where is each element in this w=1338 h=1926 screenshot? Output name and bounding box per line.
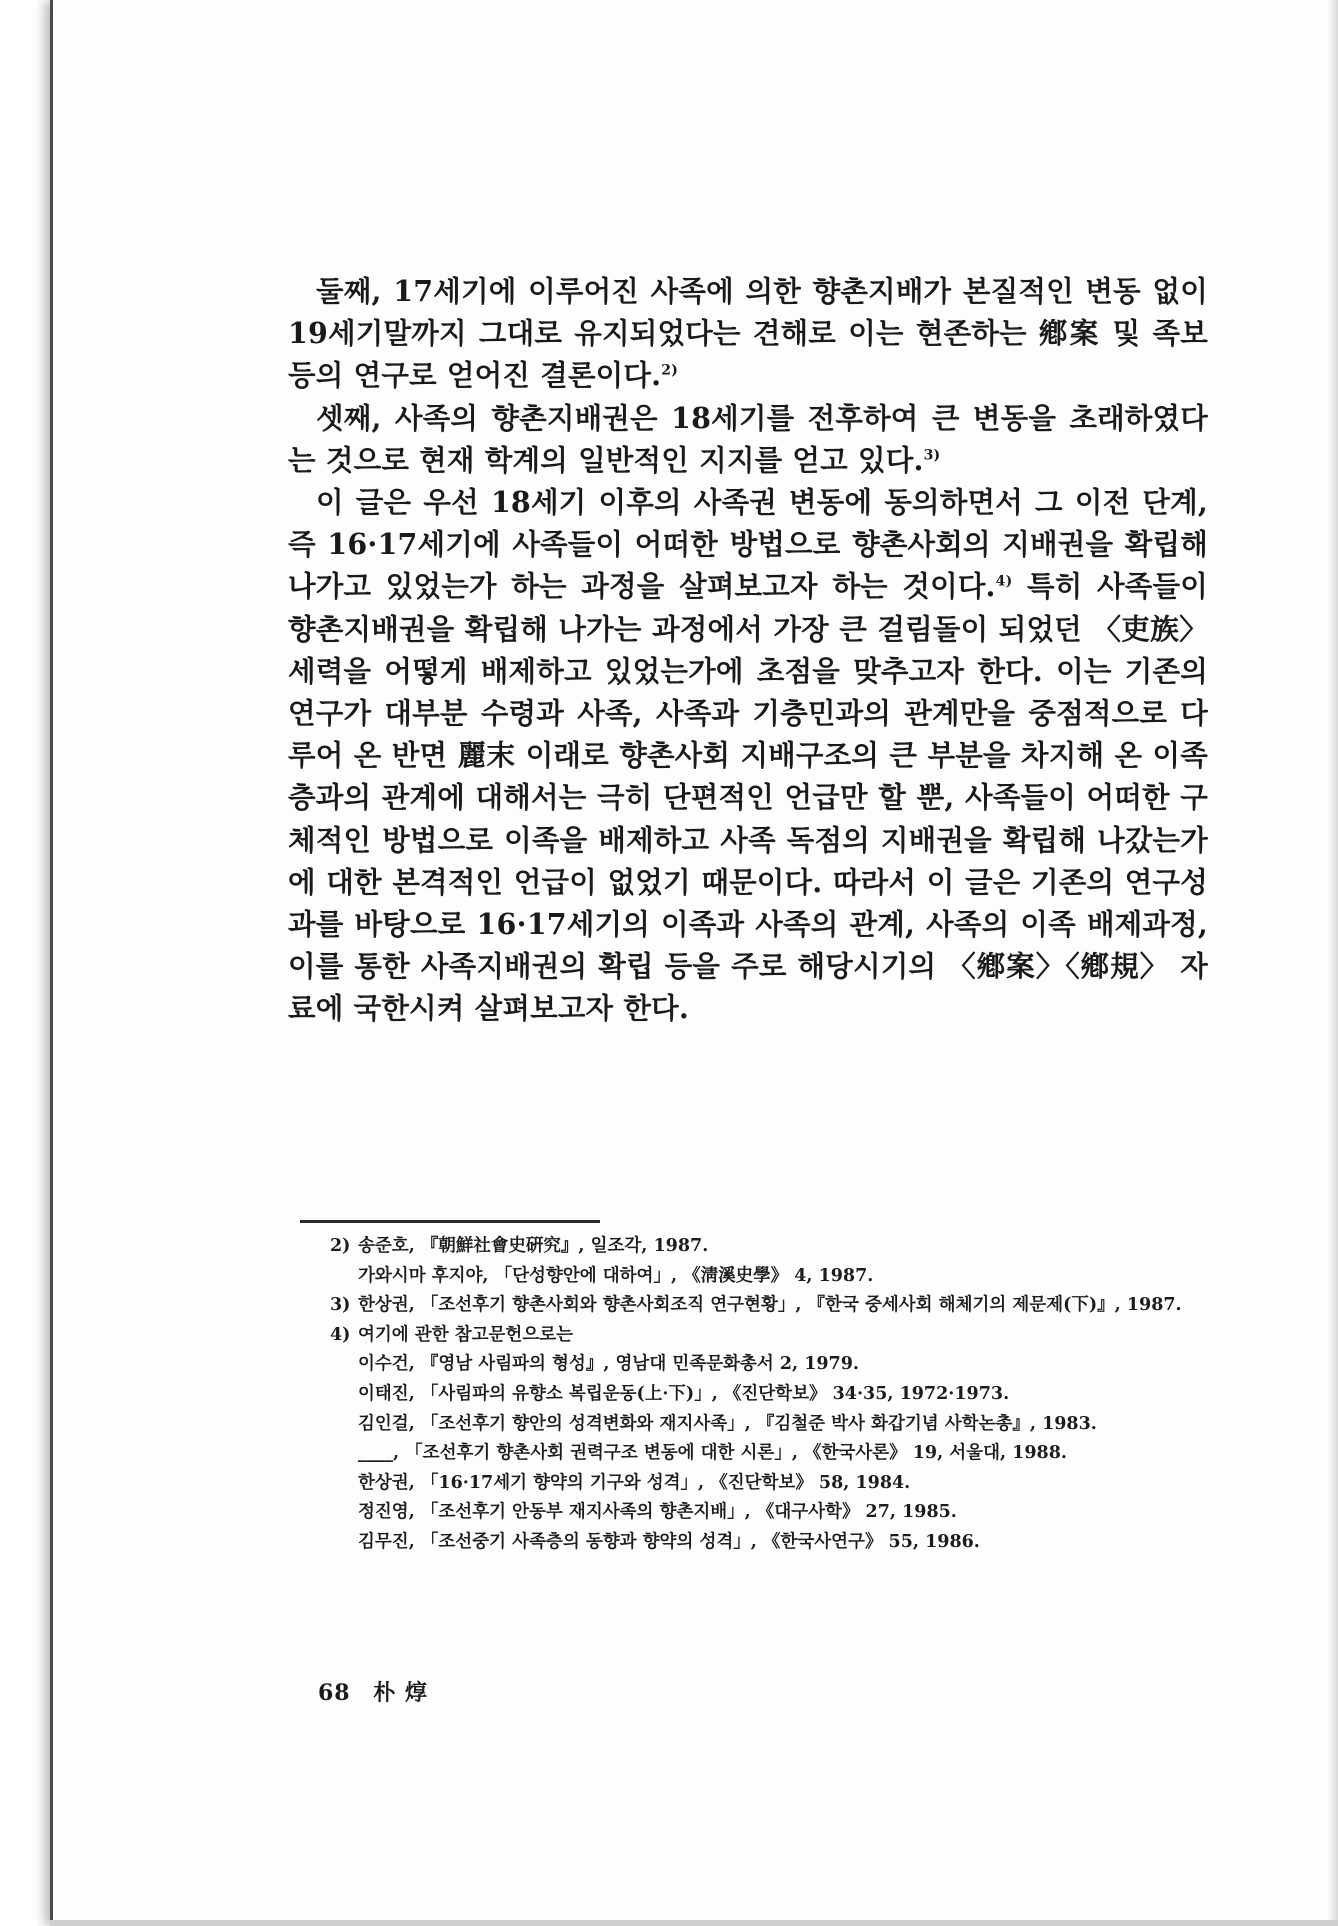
footnote-ref: 3) <box>923 447 941 464</box>
footnote-line: 한상권, 「조선후기 향촌사회와 향촌사회조직 연구현황」, 『한국 중세사회 해체기의 제문제(下)』, 1987. <box>358 1295 1182 1316</box>
footnote-2 <box>330 1232 1210 1291</box>
footnote-number: 4) <box>330 1324 351 1345</box>
paragraph-text-continued: 특히 사족들이 향촌지배권을 확립해 나가는 과정에서 가장 큰 걸림돌이 되었던 〈吏族〉 세력을 어떻게 배제하고 있었는가에 초점을 맞추고자 한다. 이는 기존의 연구가 대부분 수령과 사족, 사족과 기층민과의 관계만을 중점적으로 다루어 온 반면 麗末 이래로 향촌사회 지배구조의 큰 부분을 차지해 온 이족층과의 관계에 대해서는 극히 단편적인 언급만 할 뿐, 사족들이 어떠한 구체적인 방법으로 이족을 배제하고 사족 독점의 지배권을 확립해 나갔는가에 대한 본격적인 언급이 없었기 때문이다. 따라서 이 글은 기존의 연구성과를 바탕으로 16·17세기의 이족과 사족의 관계, 사족의 이족 배제과정, 이를 통한 사족지배권의 확립 등을 주로 해당시기의 〈鄕案〉〈鄕規〉 자료에 국한시켜 살펴보고자 한다. <box>288 569 1208 1026</box>
footnote-line: 가와시마 후지야, 「단성향안에 대하여」, 《淸溪史學》 4, 1987. <box>358 1265 874 1286</box>
footnote-number: 3) <box>330 1295 351 1316</box>
footnotes <box>330 1232 1210 1558</box>
paragraph-text: 셋째, 사족의 향촌지배권은 18세기를 전후하여 큰 변동을 초래하였다는 것으로 현재 학계의 일반적인 지지를 얻고 있다. <box>288 400 1208 477</box>
footnote-lines <box>358 1232 1210 1291</box>
paragraph-third <box>288 397 1208 481</box>
footnote-line: 정진영, 「조선후기 안동부 재지사족의 향촌지배」, 《대구사학》 27, 1985. <box>358 1502 957 1523</box>
footnote-ref: 4) <box>995 573 1013 590</box>
footnote-ref: 2) <box>661 362 679 379</box>
paragraph-text: 둘째, 17세기에 이루어진 사족에 의한 향촌지배가 본질적인 변동 없이 19세기말까지 그대로 유지되었다는 견해로 이는 현존하는 鄕案 및 족보 등의 연구로 얻어진 결론이다. <box>288 274 1208 393</box>
footnote-lines <box>358 1291 1210 1321</box>
body-text <box>288 270 1208 1030</box>
page-footer <box>318 1676 442 1707</box>
footnote-number: 2) <box>330 1236 351 1256</box>
paragraph-text: 이 글은 우선 18세기 이후의 사족권 변동에 동의하면서 그 이전 단계, 즉 16·17세기에 사족들이 어떠한 방법으로 향촌사회의 지배권을 확립해 나가고 있었는가 하는 과정을 살펴보고자 하는 것이다. <box>288 485 1208 604</box>
footnote-line: 김인걸, 「조선후기 향안의 성격변화와 재지사족」, 『김철준 박사 화갑기념 사학논총』, 1983. <box>358 1413 1097 1434</box>
footnote-3 <box>330 1291 1210 1321</box>
paragraph-second <box>288 270 1208 397</box>
footnote-4 <box>330 1321 1210 1558</box>
footnote-line: 이수건, 『영남 사림파의 형성』, 영남대 민족문화총서 2, 1979. <box>358 1354 859 1375</box>
footnote-line: 여기에 관한 참고문헌으로는 <box>358 1324 574 1345</box>
footnote-line: 송준호, 『朝鮮社會史硏究』, 일조각, 1987. <box>358 1236 709 1256</box>
footnote-line: ____, 「조선후기 향촌사회 권력구조 변동에 대한 시론」, 《한국사론》 19, 서울대, 1988. <box>358 1443 1067 1464</box>
page-edge-right <box>1328 0 1338 1926</box>
footnote-line: 김무진, 「조선중기 사족층의 동향과 향약의 성격」, 《한국사연구》 55, 1986. <box>358 1531 980 1552</box>
footnote-lines <box>358 1321 1210 1558</box>
page-number: 68 <box>318 1680 351 1706</box>
footnote-line: 한상권, 「16·17세기 향약의 기구와 성격」, 《진단학보》 58, 1984. <box>358 1472 911 1493</box>
footnote-line: 이태진, 「사림파의 유향소 복립운동(上·下)」, 《진단학보》 34·35, 1972·1973. <box>358 1383 1010 1404</box>
footnote-separator <box>300 1220 600 1223</box>
paragraph-main <box>288 481 1208 1030</box>
page-edge-bottom <box>50 1920 1338 1926</box>
running-author: 朴 焞 <box>373 1680 428 1706</box>
